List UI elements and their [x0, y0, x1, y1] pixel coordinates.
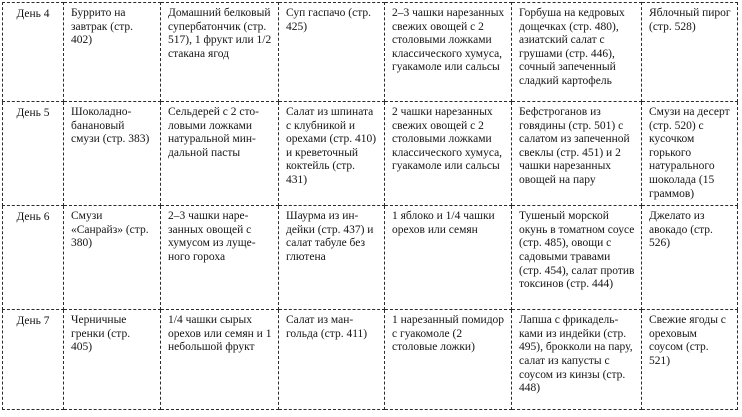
- meal-cell-snack-1: Домашний белковый супербатончик (стр. 517), 1 фрукт или 1/2 стакана ягод: [161, 3, 279, 102]
- meal-cell-breakfast: Буррито на завтрак (стр. 402): [64, 3, 161, 102]
- table-row-day-5: [3, 102, 738, 206]
- meal-cell-dessert: Свежие ягоды с ореховым соусом (стр. 521): [642, 310, 738, 410]
- day-label: День 4: [3, 3, 64, 102]
- meal-cell-snack-1: 1/4 чашки сырых орехов или семян и 1 небольшой фрукт: [161, 310, 279, 410]
- day-label: День 6: [3, 206, 64, 310]
- table-row-day-7: [3, 310, 738, 410]
- meal-cell-snack-2: 1 яблоко и 1/4 чашки орехов или семян: [385, 206, 512, 310]
- meal-cell-dinner: Горбуша на кедровых дощечках (стр. 480), азиатский салат с грушами (стр. 446), сочный запеченный сладкий картофель: [512, 3, 642, 102]
- meal-plan-table: [2, 2, 738, 410]
- table-row-day-6: [3, 206, 738, 310]
- day-label: День 5: [3, 102, 64, 206]
- meal-cell-breakfast: Черничные гренки (стр. 405): [64, 310, 161, 410]
- meal-cell-dessert: Смузи на десерт (стр. 520) с кусочком горького натурального шоколада (15 граммов): [642, 102, 738, 206]
- table-row-day-4: [3, 3, 738, 102]
- meal-cell-snack-1: Сельдерей с 2 столовыми ложками натуральной миндальной пасты: [161, 102, 279, 206]
- meal-cell-snack-2: 1 нарезанный помидор с гуакомоле (2 столовые ложки): [385, 310, 512, 410]
- meal-cell-breakfast: Шоколадно-банановый смузи (стр. 383): [64, 102, 161, 206]
- meal-cell-dinner: Бефстроганов из говядины (стр. 501) с салатом из запеченной свеклы (стр. 451) и 2 чашки нарезанных овощей на пару: [512, 102, 642, 206]
- day-label: День 7: [3, 310, 64, 410]
- meal-cell-snack-1: 2–3 чашки нарезанных овощей с хумусом из лущеного гороха: [161, 206, 279, 310]
- meal-cell-snack-2: 2–3 чашки нарезанных свежих овощей с 2 столовыми ложками классического хумуса, гуакамоле или сальсы: [385, 3, 512, 102]
- meal-cell-lunch: Шаурма из индейки (стр. 437) и салат табуле без глютена: [279, 206, 385, 310]
- meal-cell-lunch: Салат из шпината с клубникой и орехами (стр. 410) и креветочный коктейль (стр. 431): [279, 102, 385, 206]
- meal-cell-dessert: Джелато из авокадо (стр. 526): [642, 206, 738, 310]
- meal-cell-dinner: Тушеный морской окунь в томатном соусе (стр. 485), овощи с садовыми травами (стр. 454), салат против токсинов (стр. 444): [512, 206, 642, 310]
- meal-cell-lunch: Салат из мангольда (стр. 411): [279, 310, 385, 410]
- meal-cell-dessert: Яблочный пирог (стр. 528): [642, 3, 738, 102]
- meal-cell-snack-2: 2 чашки нарезанных свежих овощей с 2 столовыми ложками классического хумуса, гуакамоле или сальсы: [385, 102, 512, 206]
- meal-cell-dinner: Лапша с фрикадельками из индейки (стр. 495), брокколи на пару, салат из капусты с соусом из кинзы (стр. 448): [512, 310, 642, 410]
- meal-cell-lunch: Суп гаспачо (стр. 425): [279, 3, 385, 102]
- meal-cell-breakfast: Смузи «Санрайз» (стр. 380): [64, 206, 161, 310]
